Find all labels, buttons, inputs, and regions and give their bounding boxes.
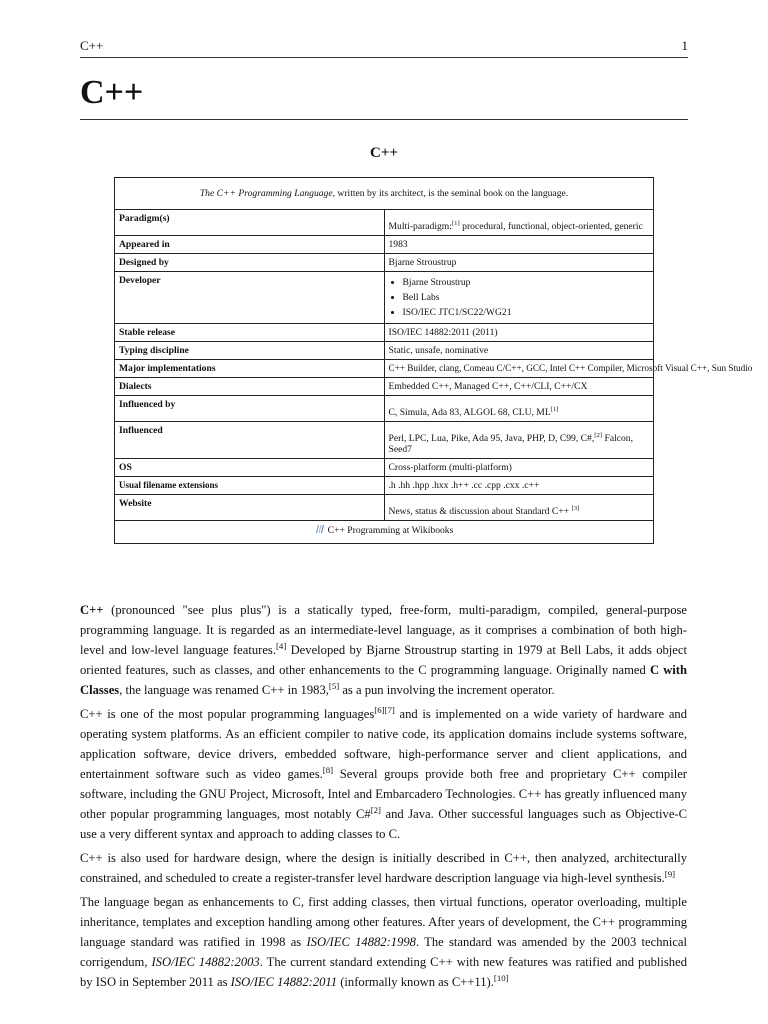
- infobox-key: Influenced: [115, 422, 385, 459]
- infobox-value: Perl, LPC, Lua, Pike, Ada 95, Java, PHP, D, C99, C#,[2] Falcon, Seed7: [384, 422, 654, 459]
- citation-link[interactable]: [5]: [328, 680, 340, 691]
- paragraph: C++ is one of the most popular programming languages[6][7] and is implemented on a wide variety of hardware and operating system platforms. As an efficient compiler to native code, its application domains include systems software, application software, device drivers, embedded software, high-performance server and client applications, and entertainment software such as video games.[8] Several groups provide both free and proprietary C++ compiler software, including the GNU Project, Microsoft, Intel and Embarcadero Technologies. C++ has greatly influenced many other popular programming languages, most notably C#[2] and Java. Other successful languages such as Objective-C use a very different syntax and approach to adding classes to C.: [80, 704, 688, 841]
- citation-link[interactable]: [10]: [493, 972, 509, 983]
- paragraph: The language began as enhancements to C, first adding classes, then virtual functions, operator overloading, multiple inheritance, templates and exception handling among other features. After years of development, the C++ programming language standard was ratified in 1998 as ISO/IEC 14882:1998. The standard was amended by the 2003 technical corrigendum, ISO/IEC 14882:2003. The current standard extending C++ with new features was ratified and published by ISO in September 2011 as ISO/IEC 14882:2011 (informally known as C++11).[10]: [80, 895, 687, 989]
- page-title: C++: [80, 74, 144, 111]
- infobox-value: Cross-platform (multi-platform): [384, 459, 654, 477]
- infobox-row-website: [115, 495, 654, 521]
- infobox-row-appeared: [115, 236, 654, 254]
- infobox-row-typing: [115, 342, 654, 360]
- citation-link[interactable]: [2]: [370, 804, 381, 815]
- infobox-row-developer: [115, 272, 654, 324]
- infobox-row-paradigm: [115, 210, 654, 236]
- infobox-image-caption: The C++ Programming Language, written by its architect, is the seminal book on the language.: [115, 178, 654, 210]
- citation-link[interactable]: [1]: [550, 405, 559, 413]
- citation-link[interactable]: [1]: [451, 219, 460, 227]
- wikibooks-link[interactable]: C++ Programming at Wikibooks: [115, 521, 654, 544]
- citation-link[interactable]: [6][7]: [374, 704, 395, 715]
- infobox-key: Typing discipline: [115, 342, 385, 360]
- list-item[interactable]: • Bjarne Stroustrup: [403, 275, 650, 290]
- infobox-key: Website: [115, 495, 385, 521]
- header-rule: [80, 57, 688, 58]
- infobox-key: Usual filename extensions: [115, 477, 385, 495]
- list-item[interactable]: • ISO/IEC JTC1/SC22/WG21: [403, 305, 650, 320]
- infobox-value: 1983: [384, 236, 654, 254]
- infobox-row-implementations: [115, 360, 654, 378]
- infobox-value: Embedded C++, Managed C++, C++/CLI, C++/CX: [384, 378, 654, 396]
- infobox-value: Static, unsafe, nominative: [384, 342, 654, 360]
- infobox-row-influenced: [115, 422, 654, 459]
- infobox-key: Developer: [115, 272, 385, 324]
- infobox-value[interactable]: Bjarne Stroustrup: [384, 254, 654, 272]
- infobox-value: C, Simula, Ada 83, ALGOL 68, CLU, ML[1]: [384, 396, 654, 422]
- infobox-key: Paradigm(s): [115, 210, 385, 236]
- infobox-row-stable: [115, 324, 654, 342]
- citation-link[interactable]: [9]: [664, 868, 676, 879]
- title-rule: [80, 119, 688, 120]
- running-header-title: C++: [80, 38, 104, 53]
- citation-link[interactable]: [2]: [594, 431, 603, 439]
- infobox-value: Multi-paradigm:[1] procedural, functional, object-oriented, generic: [384, 210, 654, 236]
- infobox: [114, 177, 753, 544]
- wikibooks-icon: [315, 524, 325, 534]
- article-lead-term: C++: [80, 603, 104, 617]
- running-header: [80, 38, 688, 54]
- infobox-key: Stable release: [115, 324, 385, 342]
- infobox-value: [384, 272, 654, 324]
- infobox-key: OS: [115, 459, 385, 477]
- infobox-value: [384, 495, 654, 521]
- infobox-key: Appeared in: [115, 236, 385, 254]
- citation-link[interactable]: [4]: [275, 640, 287, 651]
- infobox-image-caption-row: [115, 178, 654, 210]
- website-link[interactable]: News, status & discussion about Standard C++: [388, 506, 570, 517]
- infobox-value: ISO/IEC 14882:2011 (2011): [384, 324, 654, 342]
- infobox-key: Designed by: [115, 254, 385, 272]
- infobox-title: C++: [370, 145, 398, 161]
- infobox-key: Major implementations: [115, 360, 385, 378]
- infobox-value: .h .hh .hpp .hxx .h++ .cc .cpp .cxx .c++: [384, 477, 654, 495]
- infobox-row-influenced-by: [115, 396, 654, 422]
- book-title-link[interactable]: The C++ Programming Language: [199, 188, 333, 199]
- infobox-row-designed: [115, 254, 654, 272]
- citation-link[interactable]: [8]: [322, 764, 334, 775]
- infobox-key: Influenced by: [115, 396, 385, 422]
- citation-link[interactable]: [3]: [571, 504, 580, 512]
- article-body: [80, 600, 687, 996]
- infobox-row-os: [115, 459, 654, 477]
- infobox-footer-row: [115, 521, 654, 544]
- list-item[interactable]: • Bell Labs: [403, 290, 650, 305]
- infobox-row-extensions: [115, 477, 654, 495]
- developer-list: [389, 275, 650, 320]
- infobox-row-dialects: [115, 378, 654, 396]
- paragraph: C++ (pronounced "see plus plus") is a statically typed, free-form, multi-paradigm, compiled, general-purpose programming language. It is regarded as an intermediate-level language, as it comprises a combination of both high-level and low-level language features.[4] Developed by Bjarne Stroustrup starting in 1979 at Bell Labs, it adds object oriented features, such as classes, and other enhancements to the C programming language. Originally named C with Classes, the language was renamed C++ in 1983,[5] as a pun involving the increment operator.: [80, 603, 687, 697]
- infobox-value: C++ Builder, clang, Comeau C/C++, GCC, Intel C++ Compiler, Microsoft Visual C++, Sun Studio: [384, 360, 654, 378]
- infobox-key: Dialects: [115, 378, 385, 396]
- page-number: 1: [681, 38, 688, 53]
- paragraph: C++ is also used for hardware design, where the design is initially described in C++, then analyzed, architecturally constrained, and scheduled to create a register-transfer level hardware description language via high-level synthesis.[9]: [80, 851, 687, 885]
